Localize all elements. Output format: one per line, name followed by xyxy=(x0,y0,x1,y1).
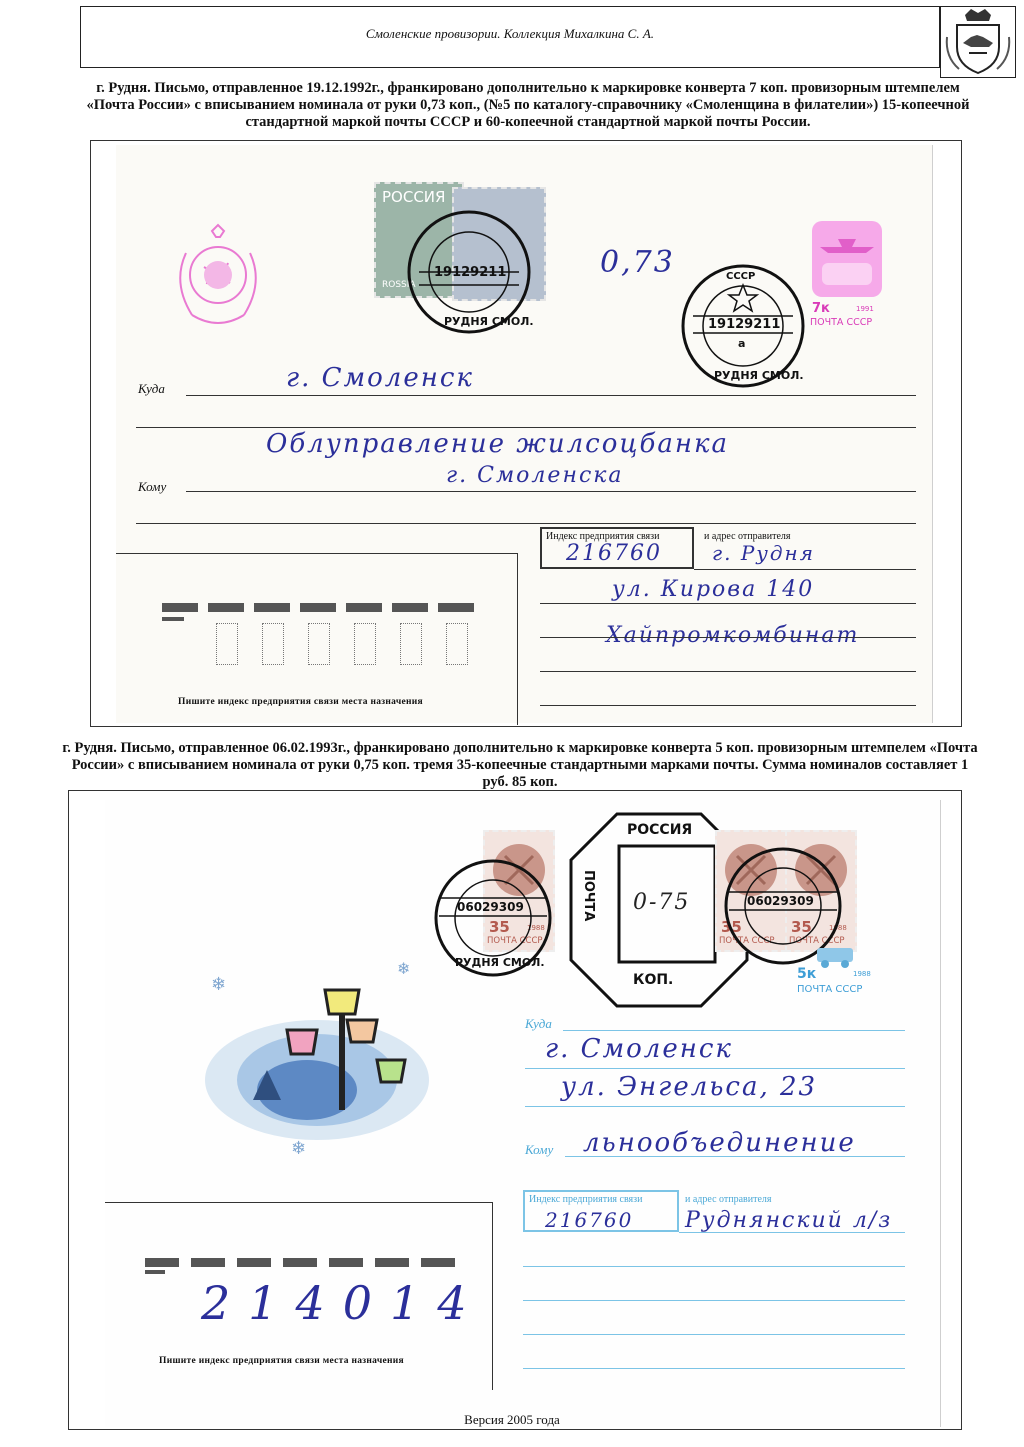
address-line xyxy=(540,705,916,706)
handwritten-recipient-city: г. Смоленска xyxy=(446,463,624,488)
zip-code-grid xyxy=(162,603,482,693)
svg-text:❄: ❄ xyxy=(291,1138,307,1159)
handwritten-sender-index: 216760 xyxy=(566,541,662,566)
handwritten-sender-name: Руднянский л/з xyxy=(685,1208,893,1233)
to-whom-label: Кому xyxy=(138,479,167,494)
address-line xyxy=(525,1068,905,1069)
handwritten-recipient: Облуправление жилсоцбанка xyxy=(266,429,730,459)
address-line xyxy=(563,1030,905,1031)
address-line xyxy=(525,1106,905,1107)
envelope-2 xyxy=(105,800,941,1427)
sender-label: и адрес отправителя xyxy=(685,1194,772,1205)
zip-caption: Пишите индекс предприятия связи места назначения xyxy=(178,697,423,707)
postmark-1: 19129211 РУДНЯ СМОЛ. xyxy=(404,207,534,337)
address-line xyxy=(523,1300,905,1301)
address-line xyxy=(523,1368,905,1369)
address-line xyxy=(186,491,916,492)
address-line xyxy=(523,1266,905,1267)
handwritten-sender-name: Хайпромкомбинат xyxy=(606,623,860,648)
handwritten-value: 0,73 xyxy=(600,245,675,280)
handwritten-recipient: льнообъединение xyxy=(583,1128,856,1158)
winter-lantern-illustration xyxy=(197,950,447,1160)
sender-label: и адрес отправителя xyxy=(704,531,791,542)
index-label: Индекс предприятия связи xyxy=(546,531,660,542)
ussr-emblem-icon xyxy=(158,223,278,333)
address-line xyxy=(136,523,916,524)
svg-text:❄: ❄ xyxy=(397,959,411,978)
stamp-35k-3: 35 1988 ПОЧТА СССР xyxy=(785,830,857,952)
handwritten-provisional-value: 0-75 xyxy=(633,890,691,915)
address-line xyxy=(694,569,916,570)
letter-2-description: г. Рудня. Письмо, отправленное 06.02.1993г., франкировано дополнительно к маркировке конверта 5 коп. провизорным штемпелем «Почта России» с вписыванием номинала от руки 0,75 коп. тремя 35-копеечные стандартными марками почты. Сумма номиналов составляет 1 руб. 85 коп. xyxy=(62,740,978,790)
postmark-4: 06029309 xyxy=(721,844,845,968)
postmark-3: 06029309 РУДНЯ СМОЛ. xyxy=(431,856,555,980)
page-title: Смоленские провизории. Коллекция Михалкина С. А. xyxy=(365,26,655,41)
address-line xyxy=(540,637,916,638)
index-label: Индекс предприятия связи xyxy=(529,1194,643,1205)
zip-caption: Пишите индекс предприятия связи места назначения xyxy=(159,1356,404,1366)
letter-1-description: г. Рудня. Письмо, отправленное 19.12.1992г., франкировано дополнительно к маркировке конверта 7 коп. провизорным штемпелем «Почта России» с вписыванием номинала от руки 0,73 коп., (№5 по каталогу-справочнику «Смоленщина в филателии») 15-копеечной стандартной маркой почты СССР и 60-копеечной стандартной маркой почты России. xyxy=(86,80,970,130)
handwritten-destination: г. Смоленск xyxy=(286,363,474,393)
envelope-indicia: 7к 1991 ПОЧТА СССР xyxy=(808,217,886,335)
smolensk-crest-icon xyxy=(941,7,1015,77)
provisional-handstamp: РОССИЯ ПОЧТА КОП. 0-75 xyxy=(567,810,751,1010)
to-where-label: Куда xyxy=(138,381,165,396)
handwritten-destination-street: ул. Энгельса, 23 xyxy=(561,1072,818,1102)
coat-of-arms xyxy=(940,6,1016,78)
russia-stamp: РОССИЯ ROSSIA xyxy=(374,182,464,298)
handwritten-sender-street: ул. Кирова 140 xyxy=(612,577,815,602)
envelope-1 xyxy=(116,145,933,723)
address-line xyxy=(679,1232,905,1233)
to-where-label: Куда xyxy=(525,1016,552,1031)
handwritten-zip-code: 214014 xyxy=(201,1276,485,1330)
address-line xyxy=(186,395,916,396)
handwritten-sender-city: г. Рудня xyxy=(712,541,815,565)
version-footer: Версия 2005 года xyxy=(464,1412,560,1427)
stamp-35k-1: 35 1988 ПОЧТА СССР xyxy=(483,830,555,952)
handwritten-sender-index: 216760 xyxy=(545,1208,634,1232)
to-whom-label: Кому xyxy=(525,1142,554,1157)
address-line xyxy=(540,603,916,604)
postmark-2: СССР 19129211 а РУДНЯ СМОЛ. xyxy=(678,261,808,391)
handwritten-destination-city: г. Смоленск xyxy=(545,1034,733,1064)
svg-text:❄: ❄ xyxy=(211,974,227,995)
stamp-35k-2: 35 ПОЧТА СССР xyxy=(715,830,787,952)
envelope-indicia: 5к 1988 ПОЧТА СССР xyxy=(797,940,877,1004)
address-line xyxy=(540,671,916,672)
address-line xyxy=(136,427,916,428)
airplane-indicia-icon xyxy=(808,217,886,301)
street-lamp-icon xyxy=(197,950,447,1160)
address-line xyxy=(523,1334,905,1335)
